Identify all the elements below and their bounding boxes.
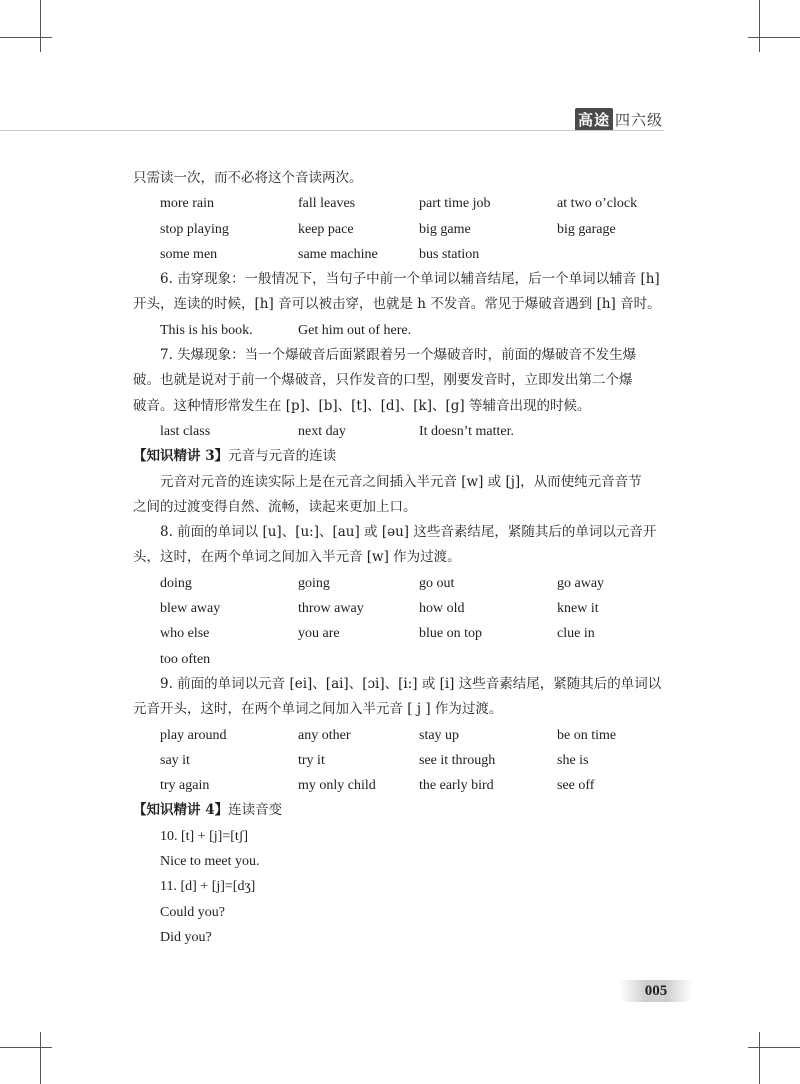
example-phrase: be on time bbox=[557, 727, 617, 743]
example-row bbox=[133, 621, 667, 646]
example-phrase: some men bbox=[160, 246, 218, 262]
page-number: 005 bbox=[620, 980, 692, 1002]
example-row bbox=[133, 419, 667, 444]
header-rule bbox=[0, 130, 664, 131]
rule-line: 11. [d] + [j]=[dʒ] bbox=[160, 879, 256, 895]
example-phrase: bus station bbox=[419, 246, 480, 262]
example-row bbox=[133, 773, 667, 798]
example-phrase: too often bbox=[160, 651, 211, 667]
example-phrase: stay up bbox=[419, 727, 460, 743]
example-phrase: fall leaves bbox=[298, 196, 356, 212]
example-phrase: going bbox=[298, 575, 330, 591]
example-row bbox=[133, 217, 667, 242]
crop-mark bbox=[0, 37, 52, 38]
example-phrase: last class bbox=[160, 423, 211, 439]
example-sentence: This is his book. bbox=[160, 322, 253, 338]
crop-mark bbox=[748, 37, 800, 38]
paragraph-line: 元音对元音的连读实际上是在元音之间插入半元音 [w] 或 [j]，从而使纯元音音节 bbox=[160, 473, 642, 490]
example-phrase: It doesn’t matter. bbox=[419, 423, 514, 439]
example-row bbox=[133, 242, 667, 267]
example-phrase: try again bbox=[160, 778, 210, 794]
brand-logo: 高途 bbox=[575, 108, 613, 131]
example-phrase: my only child bbox=[298, 778, 376, 794]
example-row bbox=[133, 748, 667, 773]
paragraph-line: 之间的过渡变得自然、流畅，读起来更加上口。 bbox=[133, 498, 417, 515]
example-phrase: doing bbox=[160, 575, 192, 591]
example-sentence: Get him out of here. bbox=[298, 322, 412, 338]
paragraph-line: 9. 前面的单词以元音 [ei]、[ai]、[ɔi]、[i:] 或 [i] 这些音素结尾，紧随其后的单词以 bbox=[160, 675, 662, 692]
example-phrase: keep pace bbox=[298, 221, 354, 237]
example-phrase: how old bbox=[419, 601, 465, 617]
example-phrase: she is bbox=[557, 752, 589, 768]
example-phrase: see it through bbox=[419, 752, 496, 768]
example-phrase: stop playing bbox=[160, 221, 229, 237]
section-heading-title: 元音与元音的连读 bbox=[228, 448, 337, 465]
example-phrase: go away bbox=[557, 575, 605, 591]
example-phrase: same machine bbox=[298, 246, 378, 262]
paragraph-line: 元音开头，这时，在两个单词之间加入半元音 [ j ] 作为过渡。 bbox=[133, 701, 503, 718]
example-phrase: any other bbox=[298, 727, 351, 743]
example-phrase: try it bbox=[298, 752, 325, 768]
example-phrase: blew away bbox=[160, 601, 221, 617]
book-subtitle: 四六级 bbox=[614, 111, 663, 129]
section-heading bbox=[133, 798, 667, 823]
crop-mark bbox=[748, 1047, 800, 1048]
paragraph-line: 8. 前面的单词以 [u]、[u:]、[au] 或 [əu] 这些音素结尾，紧随其后的单词以元音开 bbox=[160, 524, 657, 541]
running-header bbox=[575, 108, 663, 131]
section-heading-label: 【知识精讲 4】 bbox=[133, 802, 229, 819]
example-phrase: big garage bbox=[557, 221, 616, 237]
paragraph-line: 破。也就是说对于前一个爆破音，只作发音的口型，刚要发音时，立即发出第二个爆 bbox=[133, 372, 633, 389]
example-row bbox=[133, 191, 667, 216]
example-phrase: next day bbox=[298, 423, 346, 439]
paragraph-line: 只需读一次，而不必将这个音读两次。 bbox=[133, 170, 363, 186]
crop-mark bbox=[40, 1032, 41, 1084]
crop-mark bbox=[759, 0, 760, 52]
example-row bbox=[133, 571, 667, 596]
rule-line: 10. [t] + [j]=[tʃ] bbox=[160, 828, 249, 844]
paragraph-line: 7. 失爆现象：当一个爆破音后面紧跟着另一个爆破音时，前面的爆破音不发生爆 bbox=[160, 347, 637, 364]
example-phrase: the early bird bbox=[419, 778, 494, 794]
example-phrase: part time job bbox=[419, 196, 491, 212]
paragraph-line: 开头，连读的时候，[h] 音可以被击穿，也就是 h 不发音。常见于爆破音遇到 [h] 音时。 bbox=[133, 296, 661, 313]
example-sentence: Did you? bbox=[160, 929, 212, 945]
page-content bbox=[133, 166, 667, 950]
paragraph-line: 头，这时，在两个单词之间加入半元音 [w] 作为过渡。 bbox=[133, 549, 461, 566]
example-phrase: who else bbox=[160, 626, 210, 642]
section-heading bbox=[133, 444, 667, 469]
example-phrase: knew it bbox=[557, 601, 599, 617]
section-heading-label: 【知识精讲 3】 bbox=[133, 448, 229, 465]
example-row bbox=[133, 723, 667, 748]
crop-mark bbox=[0, 1047, 52, 1048]
section-heading-title: 连读音变 bbox=[228, 802, 283, 819]
example-phrase: say it bbox=[160, 752, 190, 768]
example-phrase: blue on top bbox=[419, 626, 482, 642]
example-phrase: see off bbox=[557, 778, 595, 794]
example-phrase: big game bbox=[419, 221, 471, 237]
example-phrase: play around bbox=[160, 727, 227, 743]
example-sentence: Could you? bbox=[160, 904, 225, 920]
paragraph-line: 破音。这种情形常发生在 [p]、[b]、[t]、[d]、[k]、[g] 等辅音出现的时候。 bbox=[133, 397, 591, 414]
paragraph-line: 6. 击穿现象：一般情况下，当句子中前一个单词以辅音结尾，后一个单词以辅音 [h] bbox=[160, 271, 660, 288]
example-row bbox=[133, 596, 667, 621]
crop-mark bbox=[759, 1032, 760, 1084]
example-sentence: Nice to meet you. bbox=[160, 854, 260, 870]
example-phrase: clue in bbox=[557, 626, 595, 642]
example-phrase: you are bbox=[298, 626, 340, 642]
example-row bbox=[133, 318, 667, 343]
crop-mark bbox=[40, 0, 41, 52]
example-phrase: throw away bbox=[298, 601, 364, 617]
example-row bbox=[133, 647, 667, 672]
example-phrase: more rain bbox=[160, 196, 215, 212]
example-phrase: at two o’clock bbox=[557, 196, 638, 212]
example-phrase: go out bbox=[419, 575, 455, 591]
